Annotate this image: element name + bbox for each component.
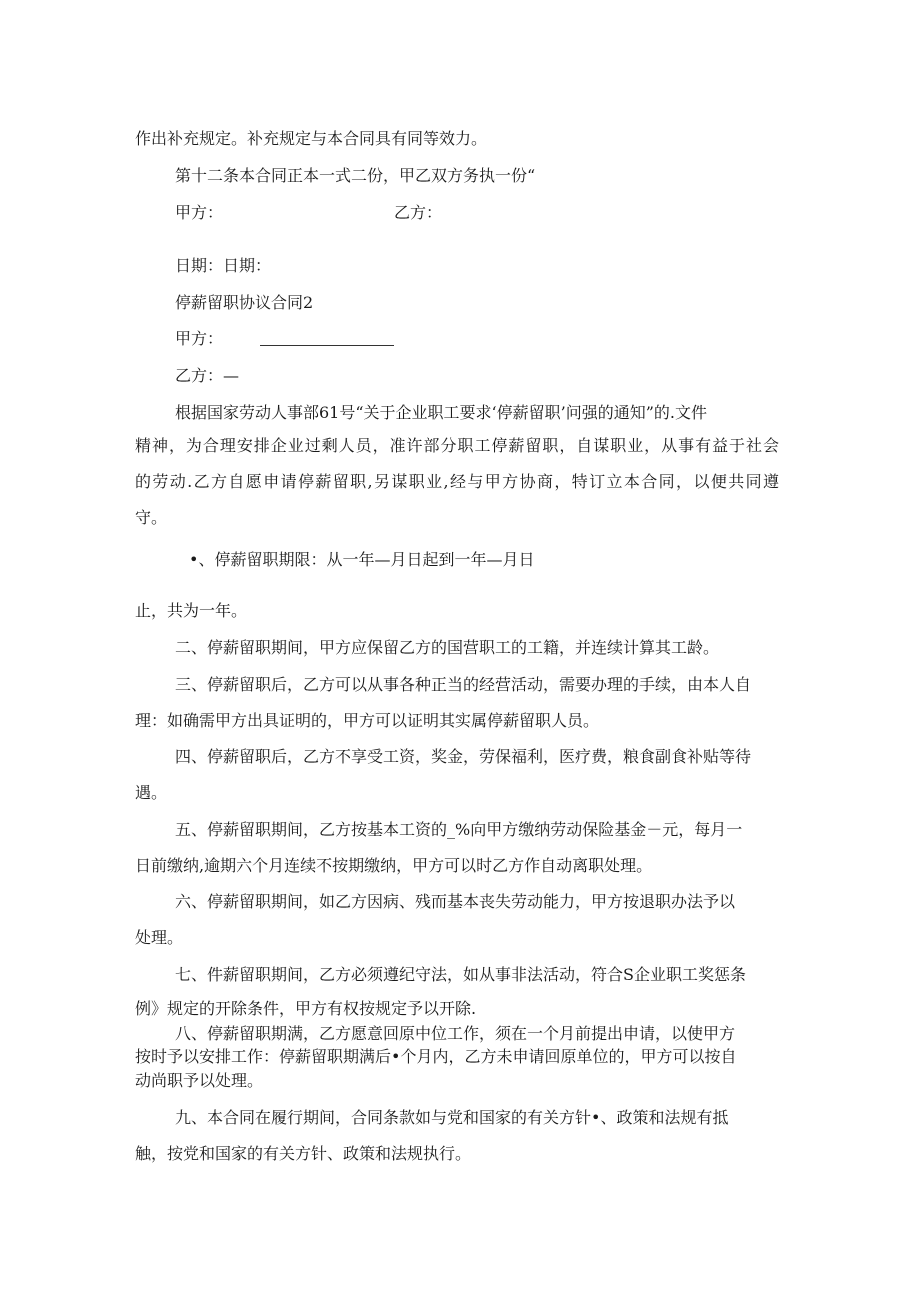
- party-a-label: 甲方：: [175, 203, 224, 222]
- section-title: 停薪留职协议合同2: [175, 293, 314, 312]
- item-five: 五、停薪留职期间，乙方按基本工资的_%向甲方缴纳劳动保险基金－元，每月一: [175, 820, 743, 839]
- item-three-cont: 理：如确需甲方出具证明的，甲方可以证明其实属停薪留职人员。: [135, 711, 600, 730]
- date-line: 日期：日期：: [175, 256, 272, 275]
- party-a-label-2: 甲方：: [175, 329, 224, 348]
- item-eight: 八、停薪留职期满，乙方愿意回原中位工作，须在一个月前提出申请，以使甲方: [175, 1024, 736, 1043]
- paragraph-line: 根据国家劳动人事部61号“关于企业职工要求‘停薪留职’问强的通知”的.文件: [175, 403, 707, 422]
- item-four-cont: 遇。: [135, 783, 168, 802]
- item-four: 四、停薪留职后，乙方不享受工资，奖金，劳保福利，医疗费，粮食副食补贴等待: [175, 747, 752, 766]
- signature-blank: [260, 345, 394, 346]
- item-six-cont: 处理。: [135, 928, 184, 947]
- item-eight-cont-2: 动尚职予以处理。: [135, 1071, 264, 1090]
- item-nine-cont: 触，按党和国家的有关方针、政策和法规执行。: [135, 1144, 472, 1163]
- clause-twelve: 第十二条本合同正本一式二份，甲乙双方务执一份“: [175, 166, 536, 185]
- paragraph-line: 的劳动.乙方自愿申请停薪留职,另谋职业,经与甲方协商，特订立本合同，以便共同遵: [135, 472, 779, 491]
- item-five-cont: 日前缴纳,逾期六个月连续不按期缴纳，甲方可以时乙方作自动离职处理。: [135, 856, 653, 875]
- text-line: 作出补充规定。补充规定与本合同具有同等效力。: [135, 129, 488, 148]
- party-b-label-2: 乙方：—: [175, 366, 240, 385]
- paragraph-line: 守。: [135, 508, 168, 527]
- item-eight-cont: 按时予以安排工作：停薪留职期满后•个月内，乙方未申请回原单位的，甲方可以按自: [135, 1047, 737, 1066]
- item-one-cont: 止，共为一年。: [135, 601, 248, 620]
- party-b-label: 乙方：: [394, 203, 443, 222]
- item-one: •、停薪留职期限：从一年—月日起到一年—月日: [189, 550, 535, 569]
- item-seven: 七、件薪留职期间，乙方必须遵纪守法，如从事非法活动，符合S企业职工奖惩条: [175, 965, 746, 984]
- item-three: 三、停薪留职后，乙方可以从事各种正当的经营活动，需要办理的手续，由本人自: [175, 675, 752, 694]
- paragraph-line: 精神，为合理安排企业过剩人员，准许部分职工停薪留职，自谋职业，从事有益于社会: [135, 436, 779, 455]
- item-two: 二、停薪留职期间，甲方应保留乙方的国营职工的工籍，并连续计算其工龄。: [175, 638, 720, 657]
- item-nine: 九、本合同在履行期间，合同条款如与党和国家的有关方针•、政策和法规有抵: [175, 1108, 729, 1127]
- item-seven-cont: 例》规定的开除条件，甲方有权按规定予以开除.: [135, 999, 477, 1018]
- item-six: 六、停薪留职期间，如乙方因病、残而基本丧失劳动能力，甲方按退职办法予以: [175, 892, 736, 911]
